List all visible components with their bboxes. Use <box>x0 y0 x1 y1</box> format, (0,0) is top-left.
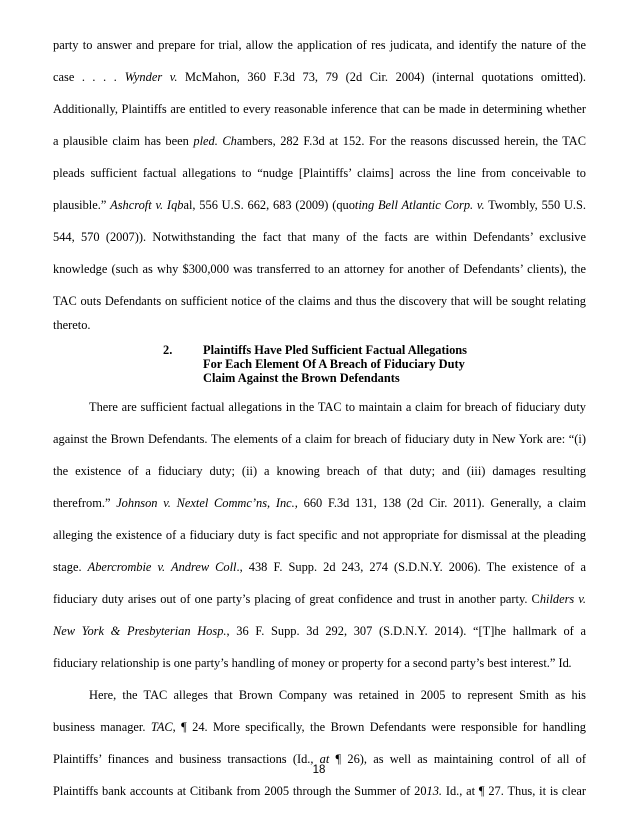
body-line-21: business manager. TAC, ¶ 24. More specifically, the Brown Defendants were responsible for handling <box>53 720 586 734</box>
section-title-line-3: Claim Against the Brown Defendants <box>203 371 400 386</box>
body-line-20: Here, the TAC alleges that Brown Company was retained in 2005 to represent Smith as his <box>89 688 586 702</box>
body-line-3: Additionally, Plaintiffs are entitled to every reasonable inference that can be made in determining whether <box>53 102 586 116</box>
page-number: 18 <box>312 764 326 776</box>
body-line-15: alleging the existence of a fiduciary duty is fact specific and not appropriate for dismissal at the pleading <box>53 528 586 542</box>
body-line-16: stage. Abercrombie v. Andrew Coll., 438 F. Supp. 2d 243, 274 (S.D.N.Y. 2006). The existence of a <box>53 560 586 574</box>
body-line-8: knowledge (such as why $300,000 was transferred to an attorney for another of Defendants’ clients), the <box>53 262 586 276</box>
body-line-11: There are sufficient factual allegations in the TAC to maintain a claim for breach of fiduciary duty <box>89 400 586 414</box>
body-line-2: case . . . . Wynder v. McMahon, 360 F.3d 73, 79 (2d Cir. 2004) (internal quotations omitted). <box>53 70 586 84</box>
body-line-14: therefrom.” Johnson v. Nextel Commc’ns, Inc., 660 F.3d 131, 138 (2d Cir. 2011). Generally, a claim <box>53 496 586 510</box>
body-line-23: Plaintiffs bank accounts at Citibank from 2005 through the Summer of 2013. Id., at ¶ 27. Thus, it is clear <box>53 784 586 798</box>
body-line-12: against the Brown Defendants. The elements of a claim for breach of fiduciary duty in New York are: “(i) <box>53 432 586 446</box>
body-line-17: fiduciary duty arises out of one party’s placing of great confidence and trust in another party. Childers v. <box>53 592 586 606</box>
body-line-6: plausible.” Ashcroft v. Iqbal, 556 U.S. 662, 683 (2009) (quoting Bell Atlantic Corp. v. Twombly, 550 U.S. <box>53 198 586 212</box>
body-line-1: party to answer and prepare for trial, allow the application of res judicata, and identify the nature of the <box>53 38 586 52</box>
body-line-22: Plaintiffs’ finances and business transactions (Id., at ¶ 26), as well as maintaining control of all of <box>53 752 586 766</box>
body-line-7: 544, 570 (2007)). Notwithstanding the fact that many of the facts are within Defendants’ exclusive <box>53 230 586 244</box>
section-title-line-1: Plaintiffs Have Pled Sufficient Factual Allegations <box>203 343 467 357</box>
body-line-9: TAC outs Defendants on sufficient notice of the claims and thus the discovery that will be sought relating <box>53 294 586 308</box>
body-line-19: fiduciary relationship is one party’s handling of money or property for a second party’s best interest.” Id. <box>53 656 572 670</box>
section-number: 2. <box>163 343 173 357</box>
body-line-18: New York & Presbyterian Hosp., 36 F. Supp. 3d 292, 307 (S.D.N.Y. 2014). “[T]he hallmark of a <box>53 624 586 638</box>
body-line-4: a plausible claim has been pled. Chambers, 282 F.3d at 152. For the reasons discussed herein, the TAC <box>53 134 586 148</box>
section-title-line-2: For Each Element Of A Breach of Fiduciary Duty <box>203 357 465 372</box>
body-line-13: the existence of a fiduciary duty; (ii) a knowing breach of that duty; and (iii) damages resulting <box>53 464 586 478</box>
body-line-5: pleads sufficient factual allegations to “nudge [Plaintiffs’ claims] across the line from conceivable to <box>53 166 586 180</box>
section-title <box>203 343 543 386</box>
body-line-10: thereto. <box>53 318 91 332</box>
